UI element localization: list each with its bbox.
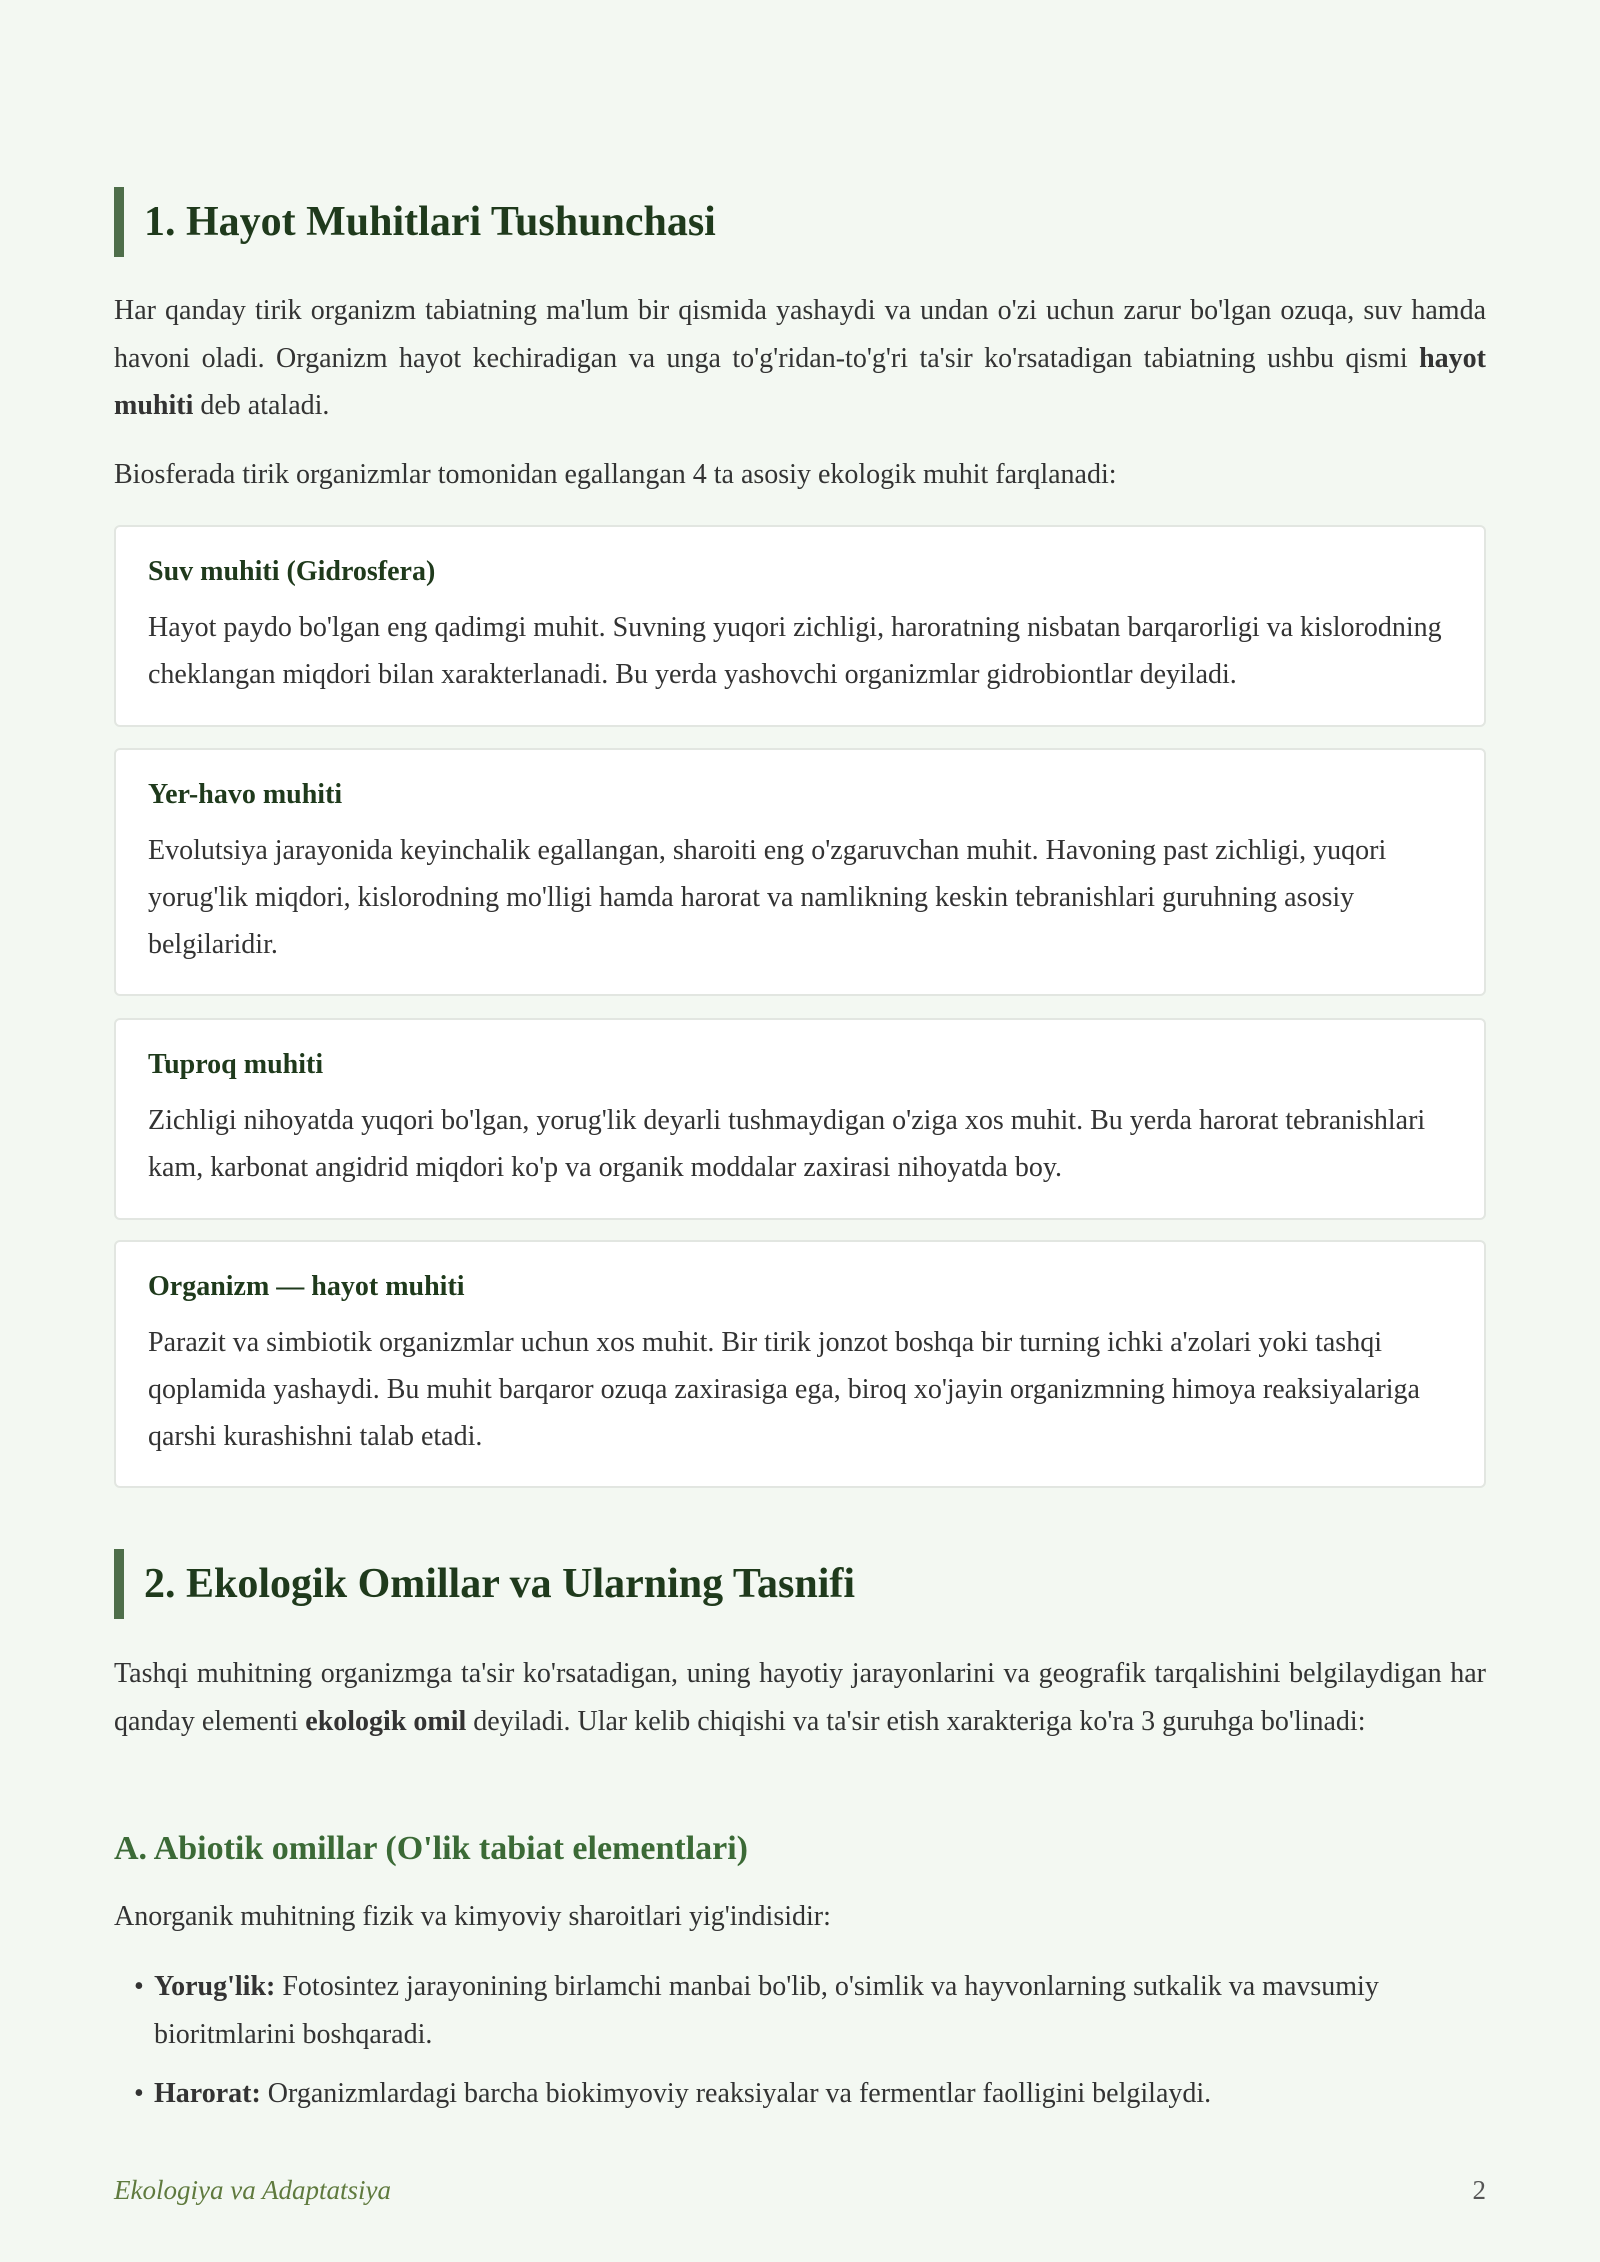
term-ekologik-omil: ekologik omil	[305, 1705, 467, 1737]
card-yer-havo-muhiti	[114, 748, 1486, 996]
factors-intro-start: Tashqi muhitning organizmga ta'sir ko'rsatadigan, uning hayotiy jarayonlarini va geografik tarqalishini belgilaydigan har qanday elementi	[114, 1658, 1486, 1737]
list-item-yoruglik	[134, 1963, 1486, 2058]
card-tuproq-muhiti	[114, 1018, 1486, 1220]
card-suv-muhiti	[114, 525, 1486, 727]
card-title: Organizm — hayot muhiti	[148, 1271, 465, 1302]
factors-intro-paragraph	[114, 1650, 1486, 1745]
subheading-abiotik-omillar: A. Abiotik omillar (O'lik tabiat elementlari)	[114, 1830, 748, 1867]
bullet-term: Harorat:	[154, 2078, 261, 2109]
section-heading-ekologik-omillar: 2. Ekologik Omillar va Ularning Tasnifi	[114, 1549, 855, 1619]
section-heading-hayot-muhitlari: 1. Hayot Muhitlari Tushunchasi	[114, 187, 716, 257]
factors-intro-end: deyiladi. Ular kelib chiqishi va ta'sir etish xarakteriga ko'ra 3 guruhga bo'linadi:	[466, 1705, 1366, 1737]
intro-text-start: Har qanday tirik organizm tabiatning ma'lum bir qismida yashaydi va undan o'zi uchun zarur bo'lgan ozuqa, suv hamda havoni oladi. Organizm hayot kechiradigan va unga to'g'ridan-to'g'ri ta'sir ko'rsatadigan tabiatning ushbu qismi	[114, 295, 1486, 374]
bullet-text: Fotosintez jarayonining birlamchi manbai bo'lib, o'simlik va hayvonlarning sutkalik va mavsumiy bioritmlarini boshqaradi.	[154, 1971, 1379, 2050]
card-title: Tuproq muhiti	[148, 1049, 324, 1080]
card-title: Suv muhiti (Gidrosfera)	[148, 556, 436, 587]
abiotik-factor-list	[134, 1963, 1486, 2130]
footer-document-title: Ekologiya va Adaptatsiya	[114, 2175, 391, 2205]
term-hayot-muhiti: hayot muhiti	[114, 342, 1486, 421]
card-text: Parazit va simbiotik organizmlar uchun xos muhit. Bir tirik jonzot boshqa bir turning ichki a'zolari yoki tashqi qoplamida yashaydi. Bu muhit barqaror ozuqa zaxirasiga ega, biroq xo'jayin organizmning himoya reaksiyalariga qarshi kurashishni talab etadi.	[148, 1327, 1420, 1452]
intro-text-end: deb ataladi.	[193, 390, 330, 421]
card-text: Hayot paydo bo'lgan eng qadimgi muhit. Suvning yuqori zichligi, haroratning nisbatan barqarorligi va kislorodning cheklangan miqdori bilan xarakterlanadi. Bu yerda yashovchi organizmlar gidrobiontlar deyiladi.	[148, 612, 1442, 690]
card-organizm-muhiti	[114, 1240, 1486, 1488]
card-text: Evolutsiya jarayonida keyinchalik egallangan, sharoiti eng o'zgaruvchan muhit. Havoning past zichligi, yuqori yorug'lik miqdori, kislorodning mo'lligi hamda harorat va namlikning keskin tebranishlari guruhning asosiy belgilaridir.	[148, 835, 1387, 960]
abiotik-lead: Anorganik muhitning fizik va kimyoviy sharoitlari yig'indisidir:	[114, 1901, 831, 1932]
bullet-term: Yorug'lik:	[154, 1971, 276, 2002]
card-title: Yer-havo muhiti	[148, 779, 343, 810]
environments-lead: Biosferada tirik organizmlar tomonidan egallangan 4 ta asosiy ekologik muhit farqlanadi:	[114, 459, 1117, 490]
intro-paragraph	[114, 287, 1486, 430]
list-item-harorat	[134, 2070, 1486, 2118]
bullet-text: Organizmlardagi barcha biokimyoviy reaksiyalar va fermentlar faolligini belgilaydi.	[260, 2078, 1212, 2109]
card-text: Zichligi nihoyatda yuqori bo'lgan, yorug'lik deyarli tushmaydigan o'ziga xos muhit. Bu yerda harorat tebranishlari kam, karbonat angidrid miqdori ko'p va organik moddalar zaxirasi nihoyatda boy.	[148, 1105, 1426, 1183]
footer-page-number: 2	[1472, 2175, 1486, 2205]
